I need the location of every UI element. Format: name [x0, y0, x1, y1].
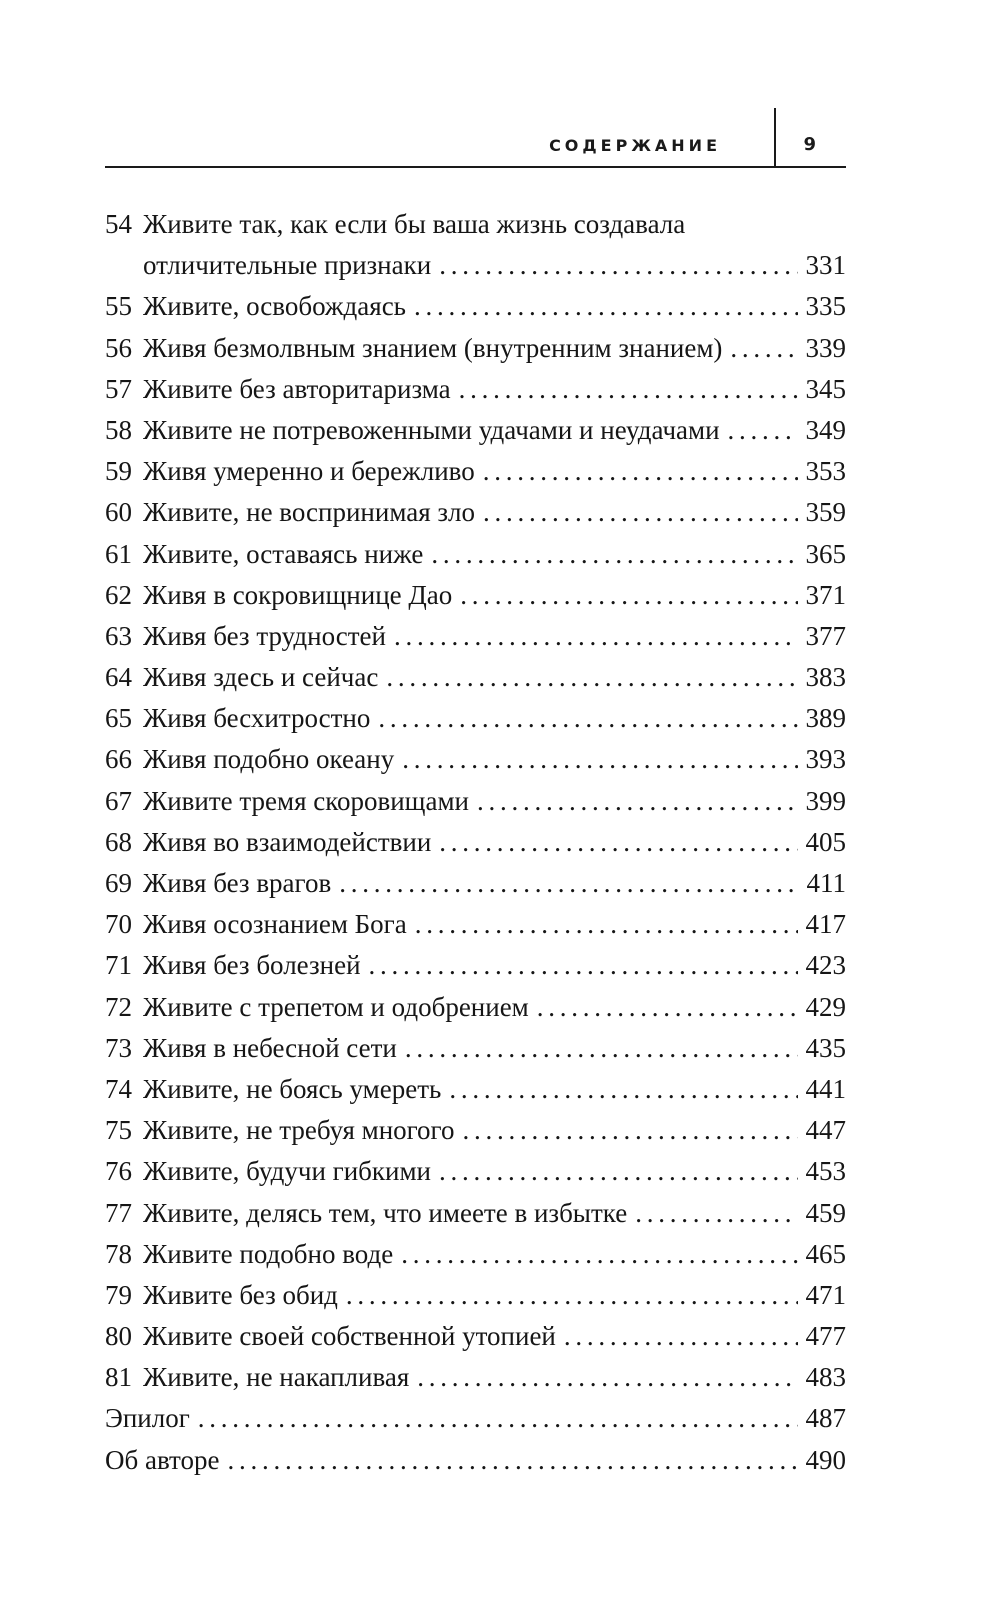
- entry-number: 68: [105, 826, 132, 857]
- entry-page: 465: [805, 1238, 846, 1269]
- toc-entry: [105, 286, 846, 327]
- dot-leader: [431, 534, 797, 575]
- dot-leader: [439, 822, 797, 863]
- entry-title: Живя в сокровищнице Дао: [143, 579, 453, 610]
- entry-page: 441: [805, 1073, 846, 1104]
- entry-page: 371: [805, 579, 846, 610]
- entry-page: 447: [805, 1115, 846, 1146]
- entry-number: 58: [105, 414, 132, 445]
- entry-page: 429: [805, 991, 846, 1022]
- entry-title: Живите своей собственной утопией: [143, 1321, 556, 1352]
- entry-number: 60: [105, 497, 132, 528]
- dot-leader: [439, 1151, 797, 1192]
- entry-page: 359: [805, 497, 846, 528]
- dot-leader: [417, 1357, 797, 1398]
- dot-leader: [378, 698, 797, 739]
- entry-title: Живите, не требуя многого: [143, 1115, 455, 1146]
- dot-leader: [459, 369, 798, 410]
- entry-number: 54: [105, 209, 132, 239]
- dot-leader: [564, 1316, 798, 1357]
- entry-number: 57: [105, 373, 132, 404]
- entry-number: 55: [105, 291, 132, 322]
- entry-page: 339: [805, 332, 846, 363]
- toc-entry: [105, 534, 846, 575]
- dot-leader: [477, 781, 798, 822]
- entry-title: Живя умеренно и бережливо: [143, 456, 475, 487]
- entry-title: Живя без болезней: [143, 950, 361, 981]
- entry-number: 63: [105, 620, 132, 651]
- toc-entry: [105, 616, 846, 657]
- toc-entry: [105, 945, 846, 986]
- entry-title: Живите с трепетом и одобрением: [143, 991, 529, 1022]
- entry-number: 81: [105, 1362, 132, 1393]
- entry-number: 79: [105, 1279, 132, 1310]
- entry-title: Об авторе: [105, 1444, 220, 1475]
- toc-entry: [105, 1151, 846, 1192]
- toc-entry: [105, 1069, 846, 1110]
- entry-page: 393: [805, 744, 846, 775]
- entry-title: Живя бесхитростно: [143, 703, 371, 734]
- dot-leader: [462, 1110, 797, 1151]
- entry-title: Живите, будучи гибкими: [143, 1156, 432, 1187]
- header-divider: [774, 108, 776, 168]
- entry-page: 487: [805, 1403, 846, 1434]
- entry-title: Живя во взаимодействии: [143, 826, 432, 857]
- entry-number: 67: [105, 785, 132, 816]
- entry-title: Живя в небесной сети: [143, 1032, 397, 1063]
- entry-number: 62: [105, 579, 132, 610]
- dot-leader: [414, 286, 798, 327]
- dot-leader: [415, 904, 798, 945]
- entry-title: Живите, делясь тем, что имеете в избытке: [143, 1197, 628, 1228]
- toc-entry-continuation: [105, 245, 846, 286]
- header-rule: [105, 166, 846, 168]
- toc-entry: [105, 369, 846, 410]
- entry-number: 64: [105, 662, 132, 693]
- entry-page: 383: [805, 662, 846, 693]
- toc-entry: [105, 328, 846, 369]
- entry-title: Живите без обид: [143, 1279, 338, 1310]
- toc-entry: [105, 575, 846, 616]
- dot-leader: [728, 410, 798, 451]
- dot-leader: [339, 863, 798, 904]
- entry-number: 69: [105, 868, 132, 898]
- entry-title: Живите без авторитаризма: [143, 373, 451, 404]
- dot-leader: [537, 987, 798, 1028]
- entry-page: 477: [805, 1321, 846, 1352]
- dot-leader: [402, 739, 797, 780]
- toc-entry: [105, 1028, 846, 1069]
- entry-number: 71: [105, 950, 132, 981]
- entry-title: Живите, не накапливая: [143, 1362, 410, 1393]
- dot-leader: [483, 492, 797, 533]
- entry-title-continued: отличительные признаки: [143, 250, 432, 281]
- entry-page: 345: [805, 373, 846, 404]
- entry-number: 80: [105, 1321, 132, 1352]
- entry-title: Живя без врагов: [143, 868, 332, 898]
- entry-page: 365: [805, 538, 846, 569]
- entry-number: 72: [105, 991, 132, 1022]
- dot-leader: [394, 616, 798, 657]
- dot-leader: [369, 945, 798, 986]
- entry-page: 490: [805, 1444, 846, 1475]
- entry-page: 435: [805, 1032, 846, 1063]
- dot-leader: [483, 451, 798, 492]
- toc-entry: [105, 1398, 846, 1439]
- entry-page: 349: [805, 414, 846, 445]
- entry-number: 70: [105, 909, 132, 940]
- entry-page: 417: [805, 909, 846, 940]
- entry-number: 77: [105, 1197, 132, 1228]
- dot-leader: [635, 1193, 797, 1234]
- entry-page: 483: [805, 1362, 846, 1393]
- table-of-contents: [105, 204, 846, 1481]
- entry-title: Эпилог: [105, 1403, 190, 1434]
- toc-entry: [105, 863, 846, 904]
- section-title: СОДЕРЖАНИЕ: [549, 136, 721, 155]
- toc-entry: [105, 1275, 846, 1316]
- page-number: 9: [803, 134, 816, 155]
- toc-entry: [105, 698, 846, 739]
- entry-title: Живите, не воспринимая зло: [143, 497, 476, 528]
- entry-title: Живите так, как если бы ваша жизнь создавала: [143, 209, 686, 239]
- dot-leader: [439, 245, 797, 286]
- dot-leader: [449, 1069, 797, 1110]
- entry-page: 331: [805, 250, 846, 281]
- entry-title: Живя подобно океану: [143, 744, 395, 775]
- toc-entry: [105, 781, 846, 822]
- entry-page: 377: [805, 620, 846, 651]
- entry-number: 73: [105, 1032, 132, 1063]
- toc-entry: [105, 657, 846, 698]
- entry-number: 75: [105, 1115, 132, 1146]
- toc-entry: [105, 987, 846, 1028]
- entry-title: Живите, не боясь умереть: [143, 1073, 442, 1104]
- entry-title: Живя безмолвным знанием (внутренним знанием): [143, 332, 723, 363]
- dot-leader: [405, 1028, 798, 1069]
- toc-entry: [105, 904, 846, 945]
- entry-page: 459: [805, 1197, 846, 1228]
- toc-entry: [105, 1110, 846, 1151]
- toc-entry: [105, 204, 846, 245]
- entry-title: Живите подобно воде: [143, 1238, 394, 1269]
- entry-page: 389: [805, 703, 846, 734]
- entry-title: Живите, освобождаясь: [143, 291, 406, 322]
- dot-leader: [386, 657, 797, 698]
- entry-number: 76: [105, 1156, 132, 1187]
- entry-title: Живя здесь и сейчас: [143, 662, 379, 693]
- entry-title: Живите тремя скоровищами: [143, 785, 469, 816]
- running-header: [105, 108, 846, 168]
- toc-entry: [105, 1316, 846, 1357]
- entry-number: 59: [105, 456, 132, 487]
- toc-entry: [105, 1357, 846, 1398]
- toc-entry: [105, 451, 846, 492]
- entry-title: Живя без трудностей: [143, 620, 386, 651]
- toc-entry: [105, 410, 846, 451]
- entry-number: 78: [105, 1238, 132, 1269]
- dot-leader: [460, 575, 797, 616]
- entry-number: 74: [105, 1073, 132, 1104]
- entry-page: 471: [805, 1279, 846, 1310]
- entry-number: 65: [105, 703, 132, 734]
- entry-number: 56: [105, 332, 132, 363]
- entry-page: 453: [805, 1156, 846, 1187]
- dot-leader: [401, 1234, 797, 1275]
- dot-leader: [227, 1440, 797, 1481]
- entry-title: Живите, оставаясь ниже: [143, 538, 424, 569]
- entry-page: 353: [805, 456, 846, 487]
- dot-leader: [730, 328, 797, 369]
- dot-leader: [198, 1398, 798, 1439]
- entry-page: 405: [805, 826, 846, 857]
- toc-entry: [105, 739, 846, 780]
- toc-entry: [105, 822, 846, 863]
- entry-number: 66: [105, 744, 132, 775]
- entry-page: 423: [805, 950, 846, 981]
- entry-page: 411: [806, 868, 846, 898]
- toc-entry: [105, 1440, 846, 1481]
- entry-page: 335: [805, 291, 846, 322]
- dot-leader: [346, 1275, 798, 1316]
- entry-title: Живя осознанием Бога: [143, 909, 407, 940]
- entry-page: 399: [805, 785, 846, 816]
- toc-entry: [105, 1234, 846, 1275]
- entry-number: 61: [105, 538, 132, 569]
- toc-entry: [105, 1193, 846, 1234]
- entry-title: Живите не потревоженными удачами и неудачами: [143, 414, 720, 445]
- toc-entry: [105, 492, 846, 533]
